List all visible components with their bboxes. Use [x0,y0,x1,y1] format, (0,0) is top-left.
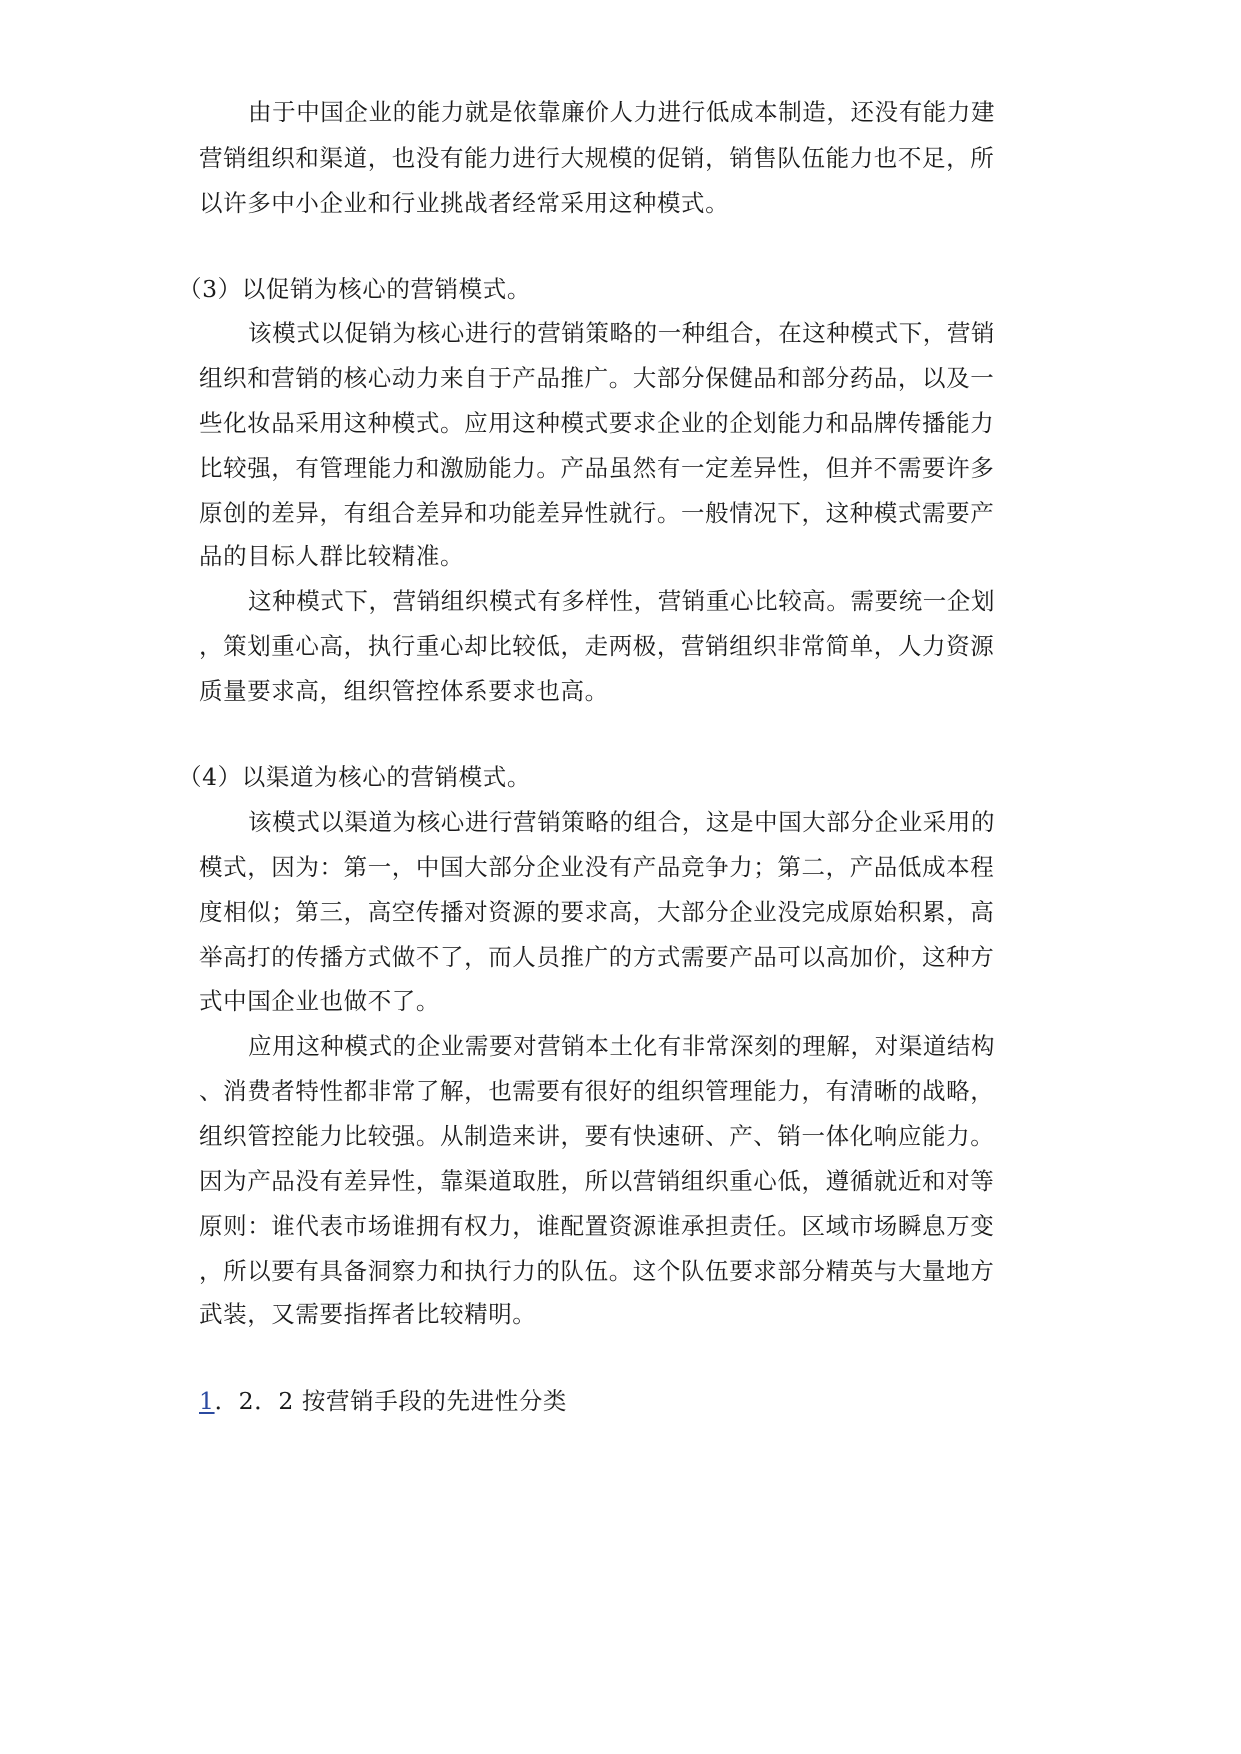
subsection-heading-text: ．2．2 按营销手段的先进性分类 [214,1387,568,1415]
body-text-line: 该模式以促销为核心进行的营销策略的一种组合，在这种模式下，营销 [248,319,996,347]
body-text-line: 原创的差异，有组合差异和功能差异性就行。一般情况下，这种模式需要产 [199,499,995,527]
section-heading: （4）以渠道为核心的营销模式。 [178,763,531,791]
body-text-line: 比较强，有管理能力和激励能力。产品虽然有一定差异性，但并不需要许多 [199,454,995,482]
body-text-line: 、消费者特性都非常了解，也需要有很好的组织管理能力，有清晰的战略， [199,1077,995,1105]
body-text-line: 该模式以渠道为核心进行营销策略的组合，这是中国大部分企业采用的 [248,808,996,836]
body-text-line: 由于中国企业的能力就是依靠廉价人力进行低成本制造，还没有能力建 [248,98,996,126]
section-heading: （3）以促销为核心的营销模式。 [178,275,531,303]
body-text-line: 模式，因为：第一，中国大部分企业没有产品竞争力；第二，产品低成本程 [199,853,995,881]
body-text-line: 因为产品没有差异性，靠渠道取胜，所以营销组织重心低，遵循就近和对等 [199,1167,995,1195]
body-text-line: 品的目标人群比较精准。 [199,542,465,570]
body-text-line: 原则：谁代表市场谁拥有权力，谁配置资源谁承担责任。区域市场瞬息万变 [199,1212,995,1240]
body-text-line: 营销组织和渠道，也没有能力进行大规模的促销，销售队伍能力也不足，所 [199,144,995,172]
body-text-line: 度相似；第三，高空传播对资源的要求高，大部分企业没完成原始积累，高 [199,898,995,926]
section-number-link[interactable]: 1 [199,1387,215,1415]
body-text-line: 举高打的传播方式做不了，而人员推广的方式需要产品可以高加价，这种方 [199,943,995,971]
body-text-line: 些化妆品采用这种模式。应用这种模式要求企业的企划能力和品牌传播能力 [199,409,995,437]
body-text-line: 这种模式下，营销组织模式有多样性，营销重心比较高。需要统一企划 [248,587,996,615]
body-text-line: 武装，又需要指挥者比较精明。 [199,1300,537,1328]
body-text-line: ，所以要有具备洞察力和执行力的队伍。这个队伍要求部分精英与大量地方 [199,1257,995,1285]
subsection-heading [199,1386,1031,1416]
body-text-line: ，策划重心高，执行重心却比较低，走两极，营销组织非常简单，人力资源 [199,632,995,660]
body-text-line: 组织管控能力比较强。从制造来讲，要有快速研、产、销一体化响应能力。 [199,1122,995,1150]
body-text-line: 式中国企业也做不了。 [199,987,440,1015]
body-text-line: 应用这种模式的企业需要对营销本土化有非常深刻的理解，对渠道结构 [248,1032,996,1060]
body-text-line: 组织和营销的核心动力来自于产品推广。大部分保健品和部分药品，以及一 [199,364,995,392]
body-text-line: 以许多中小企业和行业挑战者经常采用这种模式。 [199,189,730,217]
body-text-line: 质量要求高，组织管控体系要求也高。 [199,677,609,705]
